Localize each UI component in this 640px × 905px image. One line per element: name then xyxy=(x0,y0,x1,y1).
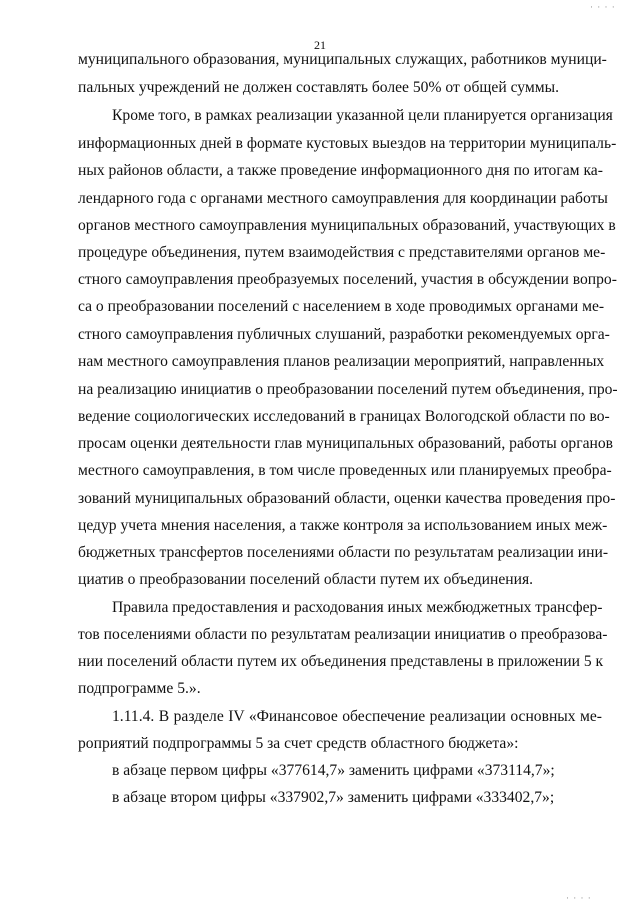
text-line: 1.11.4. В разделе IV «Финансовое обеспечение реализации основных ме- xyxy=(112,708,602,725)
text-line: тов поселениями области по результатам реализации инициатив о преобразова- xyxy=(78,626,608,643)
text-line: са о преобразовании поселений с населением в ходе проводимых органами ме- xyxy=(78,298,605,315)
text-line: информационных дней в формате кустовых выездов на территории муниципаль- xyxy=(78,135,617,152)
text-line: ведение социологических исследований в границах Вологодской области по во- xyxy=(78,408,610,425)
text-line: нам местного самоуправления планов реализации мероприятий, направленных xyxy=(78,353,605,370)
text-line: роприятий подпрограммы 5 за счет средств областного бюджета»: xyxy=(78,735,519,752)
text-line: ных районов области, а также проведение информационного дня по итогам ка- xyxy=(78,162,603,179)
text-line: стного самоуправления преобразуемых поселений, участия в обсуждении вопро- xyxy=(78,271,617,288)
text-line: бюджетных трансфертов поселениями области по результатам реализации ини- xyxy=(78,544,609,561)
scan-artifact-top: · · · · xyxy=(590,2,616,12)
scan-artifact-bottom: · · · · xyxy=(566,893,592,903)
text-line: органов местного самоуправления муниципальных образований, участвующих в xyxy=(78,217,616,234)
text-line: зований муниципальных образований области, оценки качества проведения про- xyxy=(78,490,616,507)
text-line: нии поселений области путем их объединения представлены в приложении 5 к xyxy=(78,653,604,670)
text-line: процедуре объединения, путем взаимодействия с представителями органов ме- xyxy=(78,244,606,261)
text-line: Кроме того, в рамках реализации указанной цели планируется организация xyxy=(112,107,613,124)
text-line: Правила предоставления и расходования иных межбюджетных трансфер- xyxy=(112,599,603,616)
text-line: просам оценки деятельности глав муниципальных образований, работы органов xyxy=(78,435,614,452)
text-line: цедур учета мнения населения, а также контроля за использованием иных меж- xyxy=(78,517,608,534)
text-line: пальных учреждений не должен составлять более 50% от общей суммы. xyxy=(78,79,559,96)
page-number: 21 xyxy=(314,38,326,52)
text-line: стного самоуправления публичных слушаний, разработки рекомендуемых орга- xyxy=(78,326,610,343)
text-line: лендарного года с органами местного самоуправления для координации работы xyxy=(78,190,608,207)
text-line: в абзаце втором цифры «337902,7» заменить цифрами «333402,7»; xyxy=(112,789,555,806)
text-line: подпрограмме 5.». xyxy=(78,680,201,697)
text-line: местного самоуправления, в том числе проведенных или планируемых преобра- xyxy=(78,462,612,479)
text-line: на реализацию инициатив о преобразовании поселений путем объединения, про- xyxy=(78,381,618,398)
text-line: муниципального образования, муниципальных служащих, работников муници- xyxy=(78,51,607,68)
text-line: в абзаце первом цифры «377614,7» заменить цифрами «373114,7»; xyxy=(112,762,555,779)
text-line: циатив о преобразовании поселений области путем их объединения. xyxy=(78,571,534,588)
